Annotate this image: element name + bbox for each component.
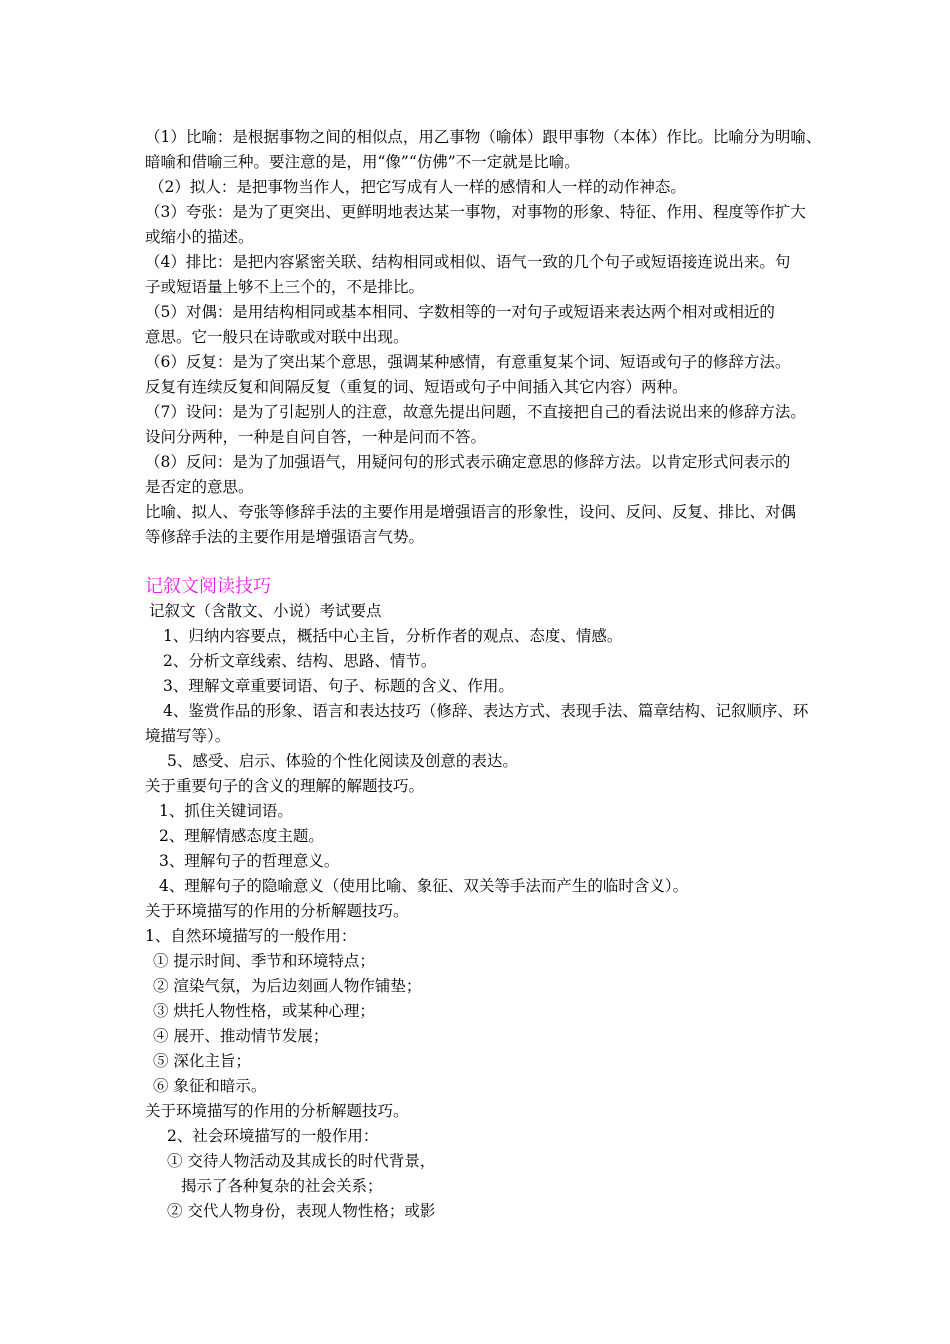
natural-point: ⑤ 深化主旨； [153,1052,251,1070]
natural-point: ③ 烘托人物性格，或某种心理； [153,1002,375,1020]
natural-point: ② 渲染气氛，为后边刻画人物作铺垫； [153,977,422,995]
sentence-title: 关于重要句子的含义的理解的解题技巧。 [145,777,425,795]
rhetoric-line: 是否定的意思。 [145,478,254,496]
natural-point: ④ 展开、推动情节发展； [153,1027,329,1045]
rhetoric-line: 暗喻和借喻三种。要注意的是，用“像”“仿佛”不一定就是比喻。 [145,153,580,171]
rhetoric-line: （5）对偶：是用结构相同或基本相同、字数相等的一对句子或短语来表达两个相对或相近的 [145,303,775,321]
document-content [145,125,822,1224]
rhetoric-line: 反复有连续反复和间隔反复（重复的词、短语或句子中间插入其它内容）两种。 [145,378,688,396]
rhetoric-line: （4）排比：是把内容紧密关联、结构相同或相似、语气一致的几个句子或短语接连说出来。句 [145,253,791,271]
rhetoric-line: （7）设问：是为了引起别人的注意，故意先提出问题，不直接把自己的看法说出来的修辞方法。 [145,403,806,421]
rhetoric-line: 等修辞手法的主要作用是增强语言气势。 [145,528,425,546]
sentence-point: 1、抓住关键词语。 [159,802,293,820]
natural-point: ⑥ 象征和暗示。 [153,1077,267,1095]
rhetoric-line: （6）反复：是为了突出某个意思，强调某种感情，有意重复某个词、短语或句子的修辞方法。 [145,353,791,371]
exam-title: 记叙文（含散文、小说）考试要点 [149,602,382,620]
social-point: ② 交代人物身份，表现人物性格；或影 [167,1202,436,1220]
exam-point: 4、鉴赏作品的形象、语言和表达技巧（修辞、表达方式、表现手法、篇章结构、记叙顺序、环 [163,702,809,720]
social-point: ① 交待人物活动及其成长的时代背景， [167,1152,436,1170]
exam-point: 3、理解文章重要词语、句子、标题的含义、作用。 [163,677,514,695]
env-title: 关于环境描写的作用的分析解题技巧。 [145,902,409,920]
section-gap [145,550,815,574]
rhetoric-line: （1）比喻：是根据事物之间的相似点，用乙事物（喻体）跟甲事物（本体）作比。比喻分为明喻、 [145,128,822,146]
sentence-point: 3、理解句子的哲理意义。 [159,852,340,870]
rhetoric-line: 子或短语量上够不上三个的，不是排比。 [145,278,425,296]
exam-point: 境描写等）。 [145,727,231,745]
env-title: 关于环境描写的作用的分析解题技巧。 [145,1102,409,1120]
sentence-point: 4、理解句子的隐喻意义（使用比喻、象征、双关等手法而产生的临时含义）。 [159,877,689,895]
rhetoric-line: （3）夸张：是为了更突出、更鲜明地表达某一事物，对事物的形象、特征、作用、程度等作扩大 [145,203,806,221]
natural-title: 1、自然环境描写的一般作用： [145,927,357,945]
rhetoric-line: （8）反问：是为了加强语气，用疑问句的形式表示确定意思的修辞方法。以肯定形式问表示的 [145,453,791,471]
rhetoric-section [145,125,822,550]
natural-point: ① 提示时间、季节和环境特点； [153,952,375,970]
social-title: 2、社会环境描写的一般作用： [167,1127,379,1145]
rhetoric-line: 或缩小的描述。 [145,228,254,246]
exam-point: 5、感受、启示、体验的个性化阅读及创意的表达。 [167,752,518,770]
social-point: 揭示了各种复杂的社会关系； [181,1177,383,1195]
sentence-point: 2、理解情感态度主题。 [159,827,324,845]
rhetoric-line: 意思。它一般只在诗歌或对联中出现。 [145,328,409,346]
exam-point: 2、分析文章线索、结构、思路、情节。 [163,652,437,670]
section-heading: 记叙文阅读技巧 [145,576,271,597]
narrative-section [145,574,815,1224]
rhetoric-line: （2）拟人：是把事物当作人，把它写成有人一样的感情和人一样的动作神态。 [149,178,686,196]
exam-point: 1、归纳内容要点，概括中心主旨，分析作者的观点、态度、情感。 [163,627,623,645]
rhetoric-line: 比喻、拟人、夸张等修辞手法的主要作用是增强语言的形象性，设问、反问、反复、排比、对偶 [145,503,797,521]
rhetoric-line: 设问分两种，一种是自问自答，一种是问而不答。 [145,428,487,446]
